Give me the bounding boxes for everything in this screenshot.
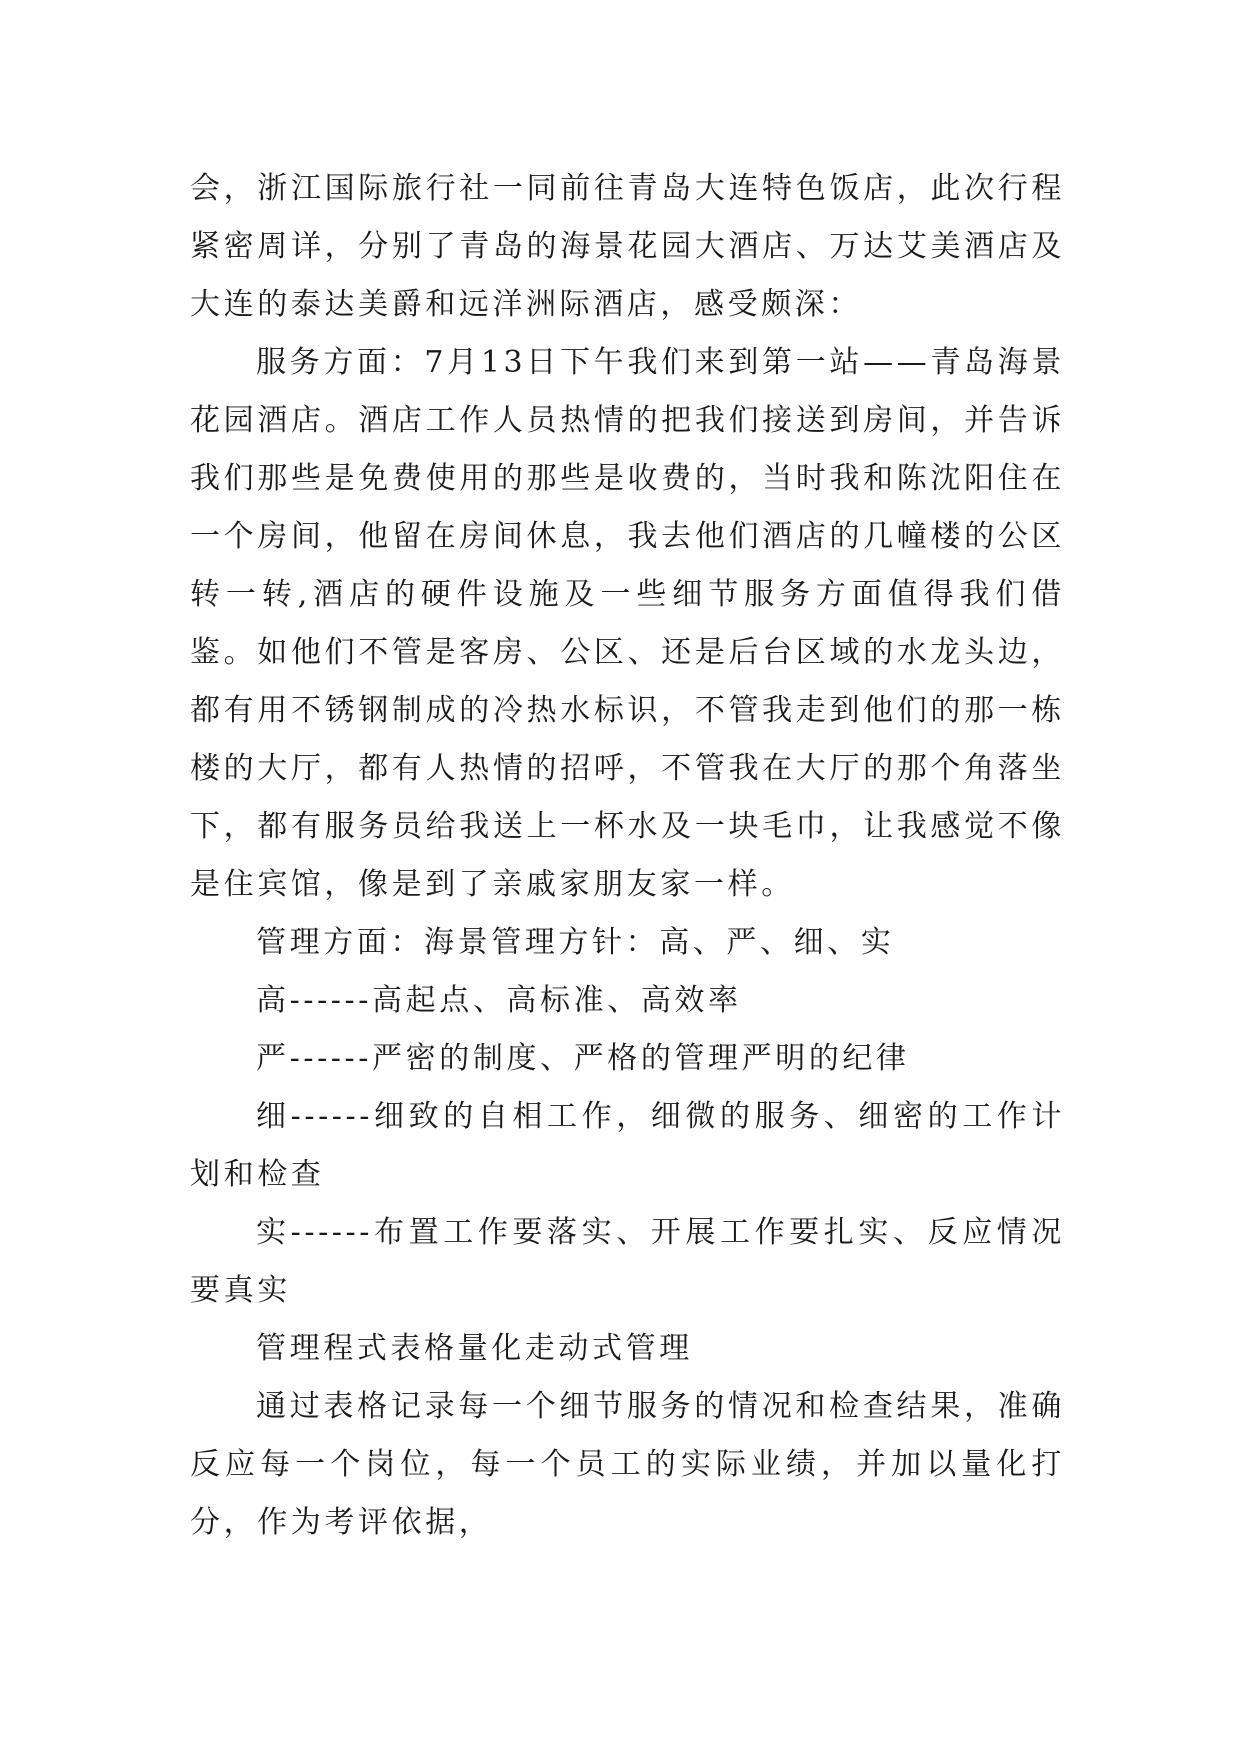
paragraph-method: 管理程式表格量化走动式管理 <box>256 1331 693 1366</box>
paragraph-detail: 细------细致的自相工作，细微的服务、细密的工作计划和检查 <box>190 1099 1065 1192</box>
paragraph-records: 通过表格记录每一个细节服务的情况和检查结果，准确反应每一个岗位，每一个员工的实际业绩，并加以量化打分，作为考评依据， <box>190 1389 1065 1540</box>
paragraph-service: 服务方面：7月13日下午我们来到第一站——青岛海景花园酒店。酒店工作人员热情的把我们接送到房间，并告诉我们那些是免费使用的那些是收费的，当时我和陈沈阳住在一个房间，他留在房间休息，我去他们酒店的几幢楼的公区转一转,酒店的硬件设施及一些细节服务方面值得我们借鉴。如他们不管是客房、公区、还是后台区域的水龙头边，都有用不锈钢制成的冷热水标识，不管我走到他们的那一栋楼的大厅，都有人热情的招呼，不管我在大厅的那个角落坐下，都有服务员给我送上一杯水及一块毛巾，让我感觉不像是住宾馆，像是到了亲戚家朋友家一样。 <box>190 345 1065 902</box>
paragraph-management: 管理方面：海景管理方针：高、严、细、实 <box>256 925 895 960</box>
paragraph-high: 高------高起点、高标准、高效率 <box>256 983 742 1018</box>
paragraph-intro: 会，浙江国际旅行社一同前往青岛大连特色饭店，此次行程紧密周详，分别了青岛的海景花园大酒店、万达艾美酒店及大连的泰达美爵和远洋洲际酒店，感受颇深： <box>190 171 1065 322</box>
paragraph-strict: 严------严密的制度、严格的管理严明的纪律 <box>256 1041 910 1076</box>
body-text <box>190 160 1065 1552</box>
paragraph-solid: 实------布置工作要落实、开展工作要扎实、反应情况要真实 <box>190 1215 1065 1308</box>
